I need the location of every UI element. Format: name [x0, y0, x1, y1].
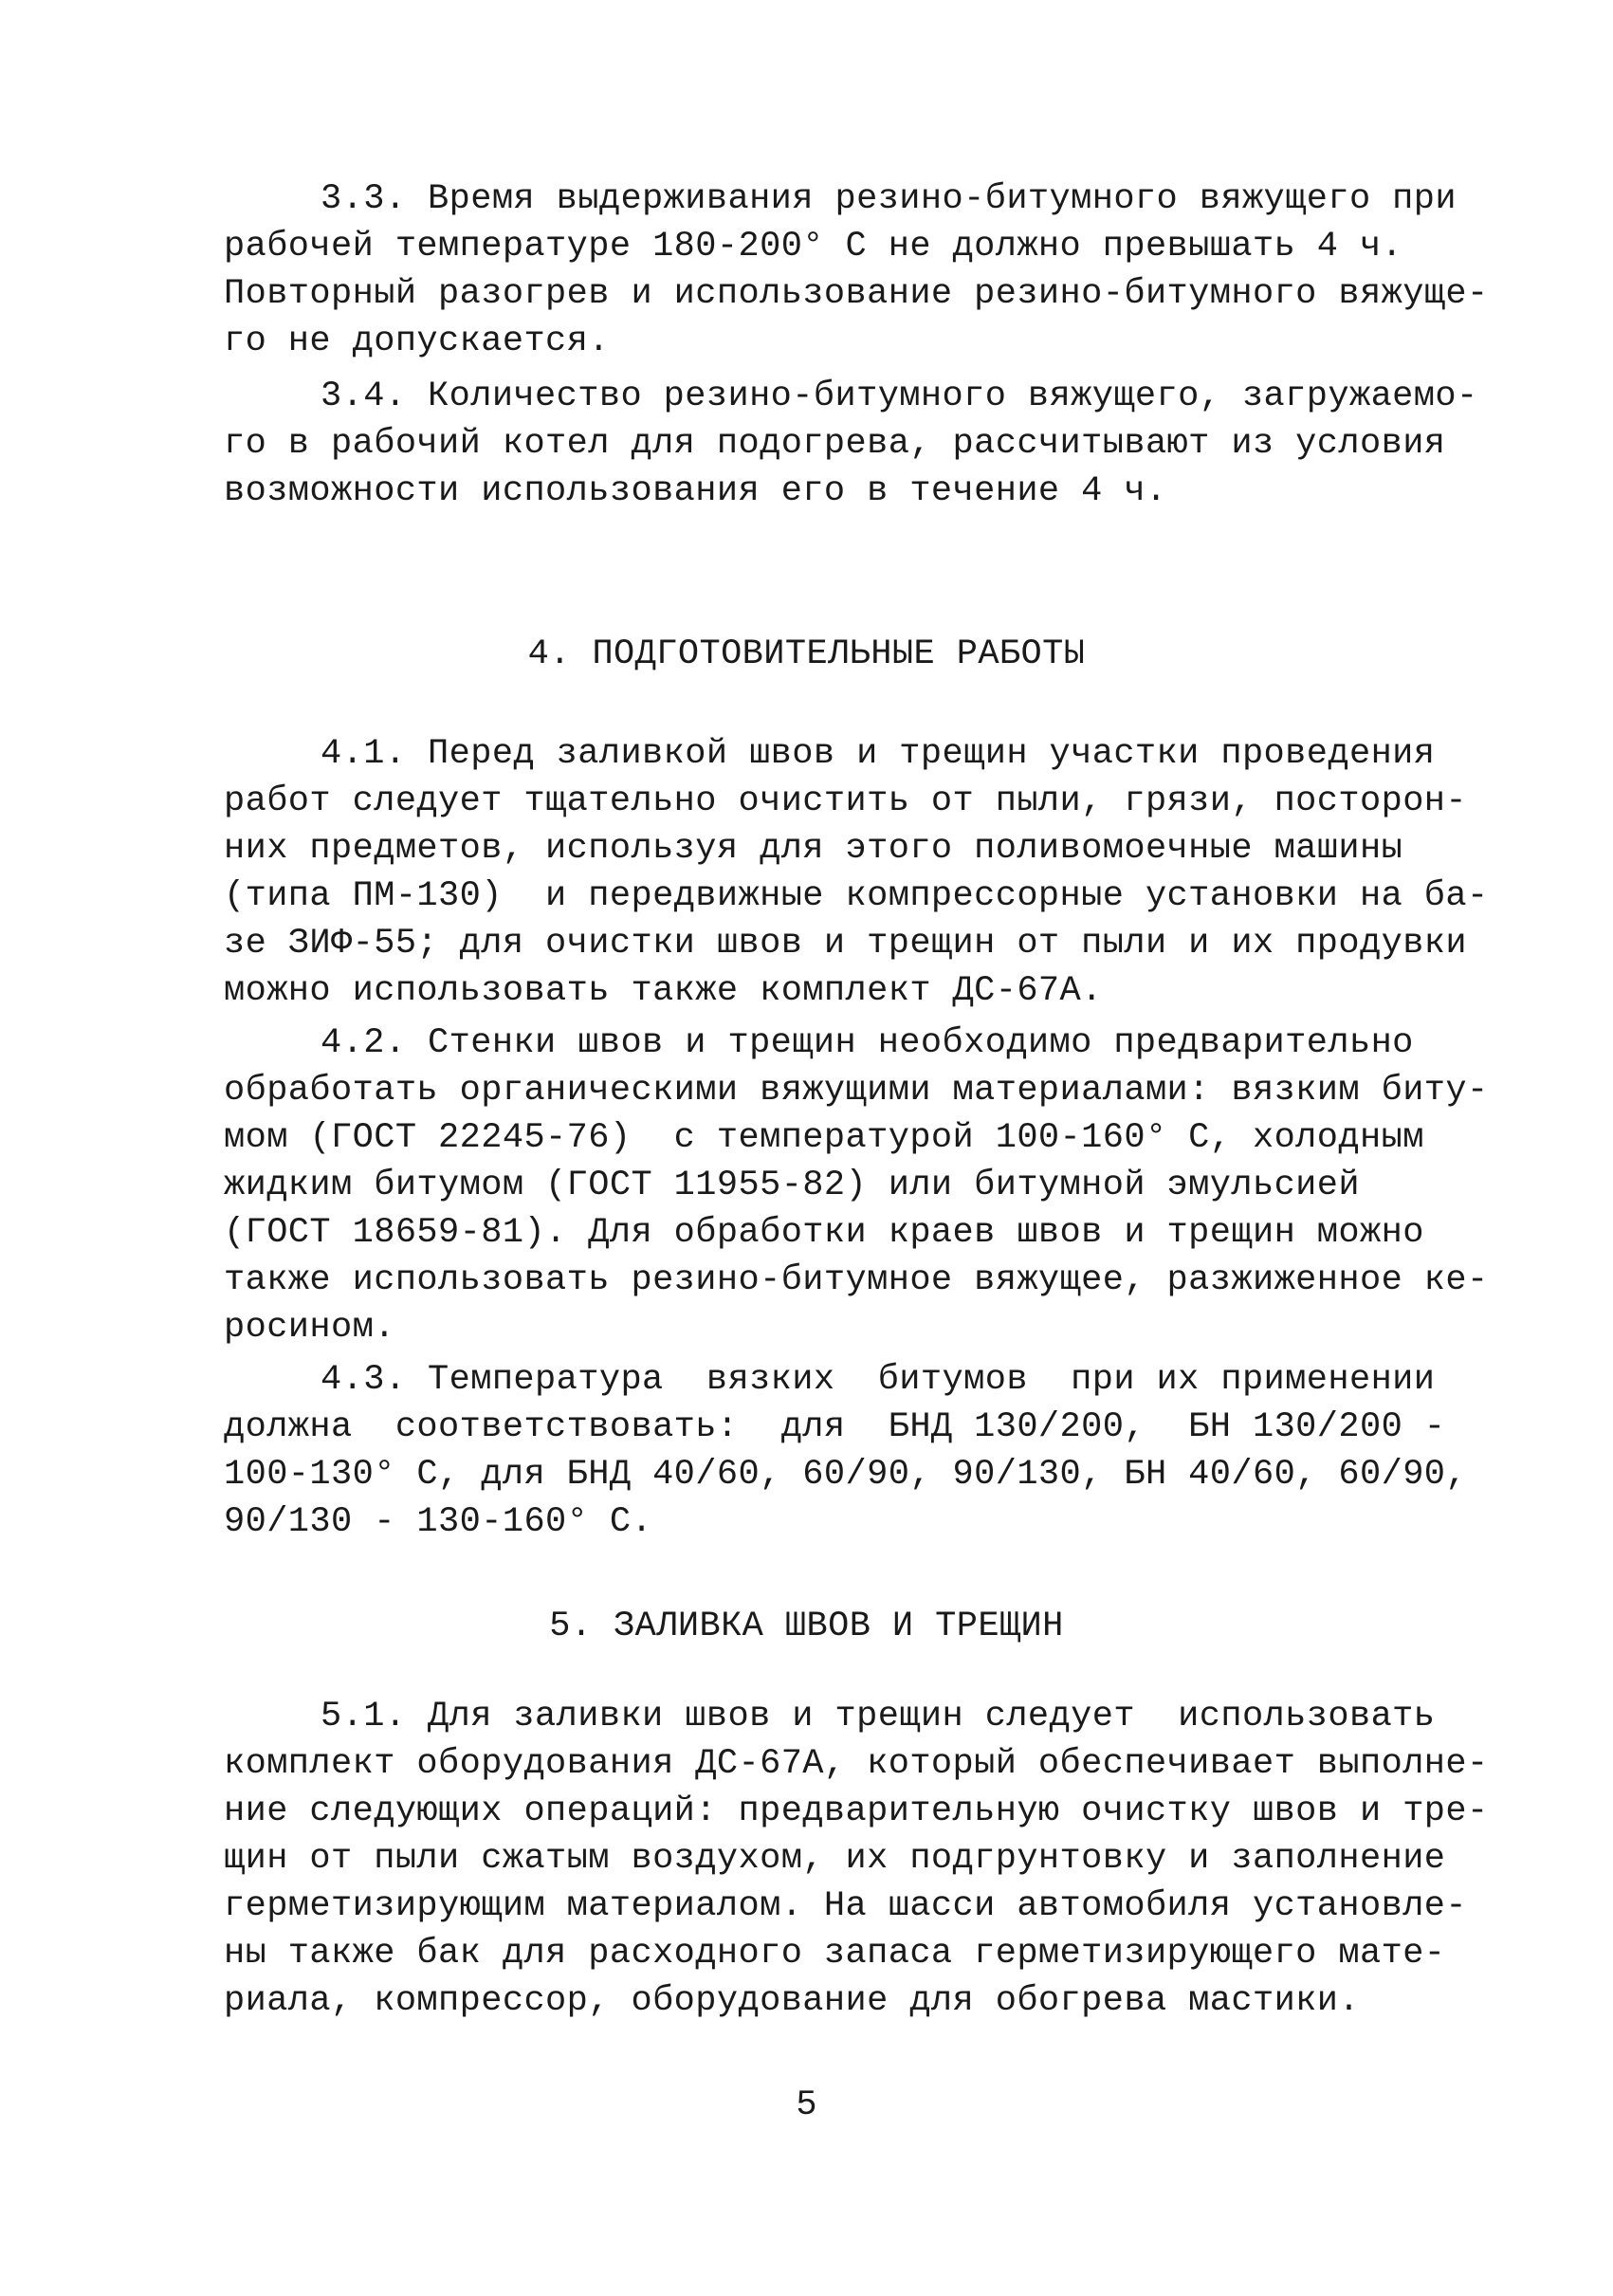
p42-line-1: 4.2. Стенки швов и трещин необходимо предварительно	[321, 1023, 1414, 1063]
p41-line-6: можно использовать также комплект ДС-67А.	[224, 971, 1103, 1011]
p33-line-2: рабочей температуре 180-200° С не должно превышать 4 ч.	[224, 227, 1403, 266]
p43-line-4: 90/130 - 130-160° С.	[224, 1502, 653, 1542]
p33-line-4: го не допускается.	[224, 321, 610, 361]
p42-line-7: росином.	[224, 1308, 395, 1348]
p41-line-3: них предметов, используя для этого поливомоечные машины	[224, 829, 1403, 869]
p42-line-4: жидким битумом (ГОСТ 11955-82) или битумной эмульсией	[224, 1166, 1360, 1205]
p43-line-3: 100-130° С, для БНД 40/60, 60/90, 90/130, БН 40/60, 60/90,	[224, 1455, 1468, 1495]
p41-line-1: 4.1. Перед заливкой швов и трещин участки проведения	[321, 734, 1436, 774]
p51-line-1: 5.1. Для заливки швов и трещин следует использовать	[321, 1697, 1436, 1736]
p51-line-5: герметизирующим материалом. На шасси автомобиля установле-	[224, 1886, 1468, 1926]
p33-line-3: Повторный разогрев и использование резино-битумного вяжуще-	[224, 274, 1489, 314]
p42-line-5: (ГОСТ 18659-81). Для обработки краев швов и трещин можно	[224, 1213, 1424, 1253]
p51-line-6: ны также бак для расходного запаса герметизирующего мате-	[224, 1934, 1446, 1974]
p51-line-3: ние следующих операций: предварительную очистку швов и тре-	[224, 1791, 1489, 1831]
section-5-heading: 5. ЗАЛИВКА ШВОВ И ТРЕЩИН	[549, 1607, 1064, 1646]
p43-line-2: должна соответствовать: для БНД 130/200, БН 130/200 -	[224, 1407, 1446, 1447]
p42-line-3: мом (ГОСТ 22245-76) с температурой 100-160° С, холодным	[224, 1118, 1424, 1158]
p34-line-1: 3.4. Количество резино-битумного вяжущего, загружаемо-	[321, 377, 1478, 416]
p41-line-2: работ следует тщательно очистить от пыли, грязи, посторон-	[224, 781, 1468, 821]
p42-line-6: также использовать резино-битумное вяжущее, разжиженное ке-	[224, 1260, 1489, 1300]
p51-line-7: риала, компрессор, оборудование для обогрева мастики.	[224, 1981, 1360, 2021]
section-4-heading: 4. ПОДГОТОВИТЕЛЬНЫЕ РАБОТЫ	[527, 634, 1086, 674]
p51-line-4: щин от пыли сжатым воздухом, их подгрунтовку и заполнение	[224, 1839, 1446, 1879]
p34-line-3: возможности использования его в течение 4 ч.	[224, 471, 1167, 511]
p41-line-4: (типа ПМ-130) и передвижные компрессорные установки на ба-	[224, 876, 1489, 916]
p42-line-2: обработать органическими вяжущими материалами: вязким биту-	[224, 1071, 1489, 1111]
page-number: 5	[796, 2085, 817, 2125]
p51-line-2: комплект оборудования ДС-67А, который обеспечивает выполне-	[224, 1744, 1489, 1784]
p34-line-2: го в рабочий котел для подогрева, рассчитывают из условия	[224, 424, 1446, 464]
p41-line-5: зе ЗИФ-55; для очистки швов и трещин от пыли и их продувки	[224, 924, 1468, 964]
p43-line-1: 4.3. Температура вязких битумов при их применении	[321, 1360, 1436, 1400]
p33-line-1: 3.3. Время выдерживания резино-битумного вяжущего при	[321, 179, 1457, 219]
